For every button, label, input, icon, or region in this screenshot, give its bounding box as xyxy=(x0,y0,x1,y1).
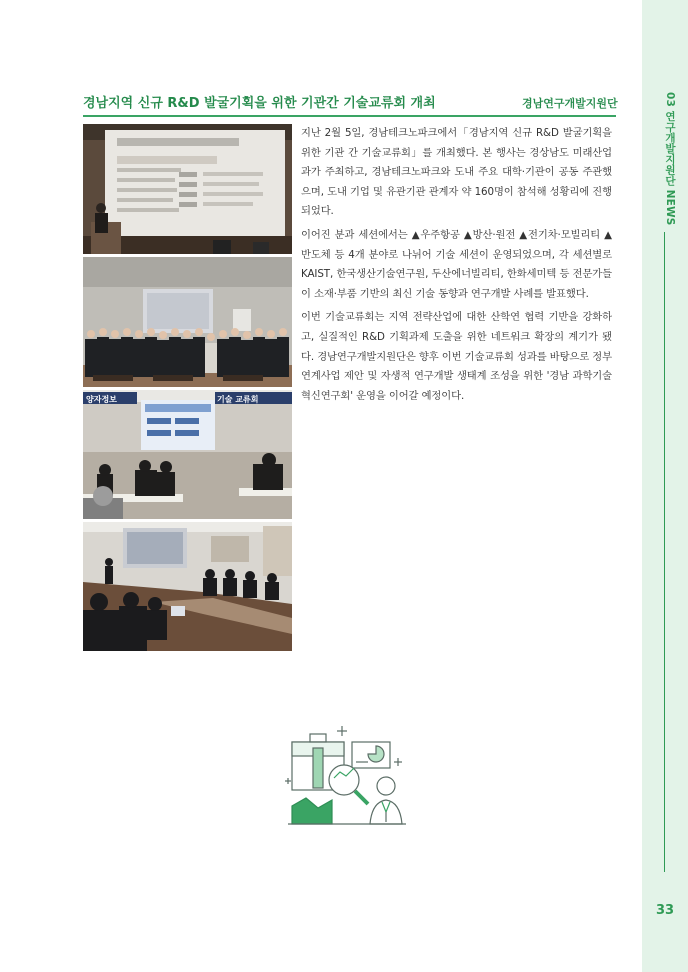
article-title: 경남지역 신규 R&D 발굴기획을 위한 기관간 기술교류회 개최 xyxy=(83,96,436,111)
photo-presentation xyxy=(83,124,292,254)
research-illustration-icon xyxy=(284,718,414,843)
photo-session xyxy=(83,390,292,519)
article-organization: 경남연구개발지원단 xyxy=(522,97,618,110)
article-paragraph-2: 이어진 분과 세션에서는 ▲우주항공 ▲방산·원전 ▲전기차·모빌리티 ▲반도체 등 4개 분야로 나뉘어 기술 세션이 운영되었으며, 각 세션별로 KAIST, 한국생산기술연구원, 두산에너빌리티, 한화세미텍 등 전문가들이 소재·부품 기반의 최신 기술 동향과 연구개발 사례를 발표했다. xyxy=(301,228,612,300)
banner-left-text: 양자정보 xyxy=(86,395,117,404)
banner-right-text: 기술 교류회 xyxy=(217,395,259,404)
section-label: 03 연구개발지원단 NEWS xyxy=(664,92,676,226)
side-divider xyxy=(664,232,665,872)
article-paragraph-3: 이번 기술교류회는 지역 전략산업에 대한 산학연 협력 기반을 강화하고, 실질적인 R&D 기획과제 도출을 위한 네트워크 확장의 계기가 됐다. 경남연구개발지원단은 향후 이번 기술교류회 성과를 바탕으로 정부 연계사업 제안 및 자생적 연구개발 생태계 조성을 위한 '경남 과학기술혁신연구회' 운영을 이어갈 예정이다. xyxy=(301,311,612,402)
photo-conference-room xyxy=(83,522,292,651)
title-divider xyxy=(83,115,616,117)
article-body xyxy=(301,124,612,410)
page-number: 33 xyxy=(655,903,675,918)
photo-group xyxy=(83,257,292,387)
article-paragraph-1: 지난 2월 5일, 경남테크노파크에서「경남지역 신규 R&D 발굴기획을 위한 기관 간 기술교류회」를 개최했다. 본 행사는 경상남도 미래산업과가 주최하고, 경남테크노파크와 도내 주요 대학·기관이 공동 주관했으며, 도내 기업 및 유관기관 관계자 약 160명이 참석해 성황리에 진행되었다. xyxy=(301,127,612,218)
